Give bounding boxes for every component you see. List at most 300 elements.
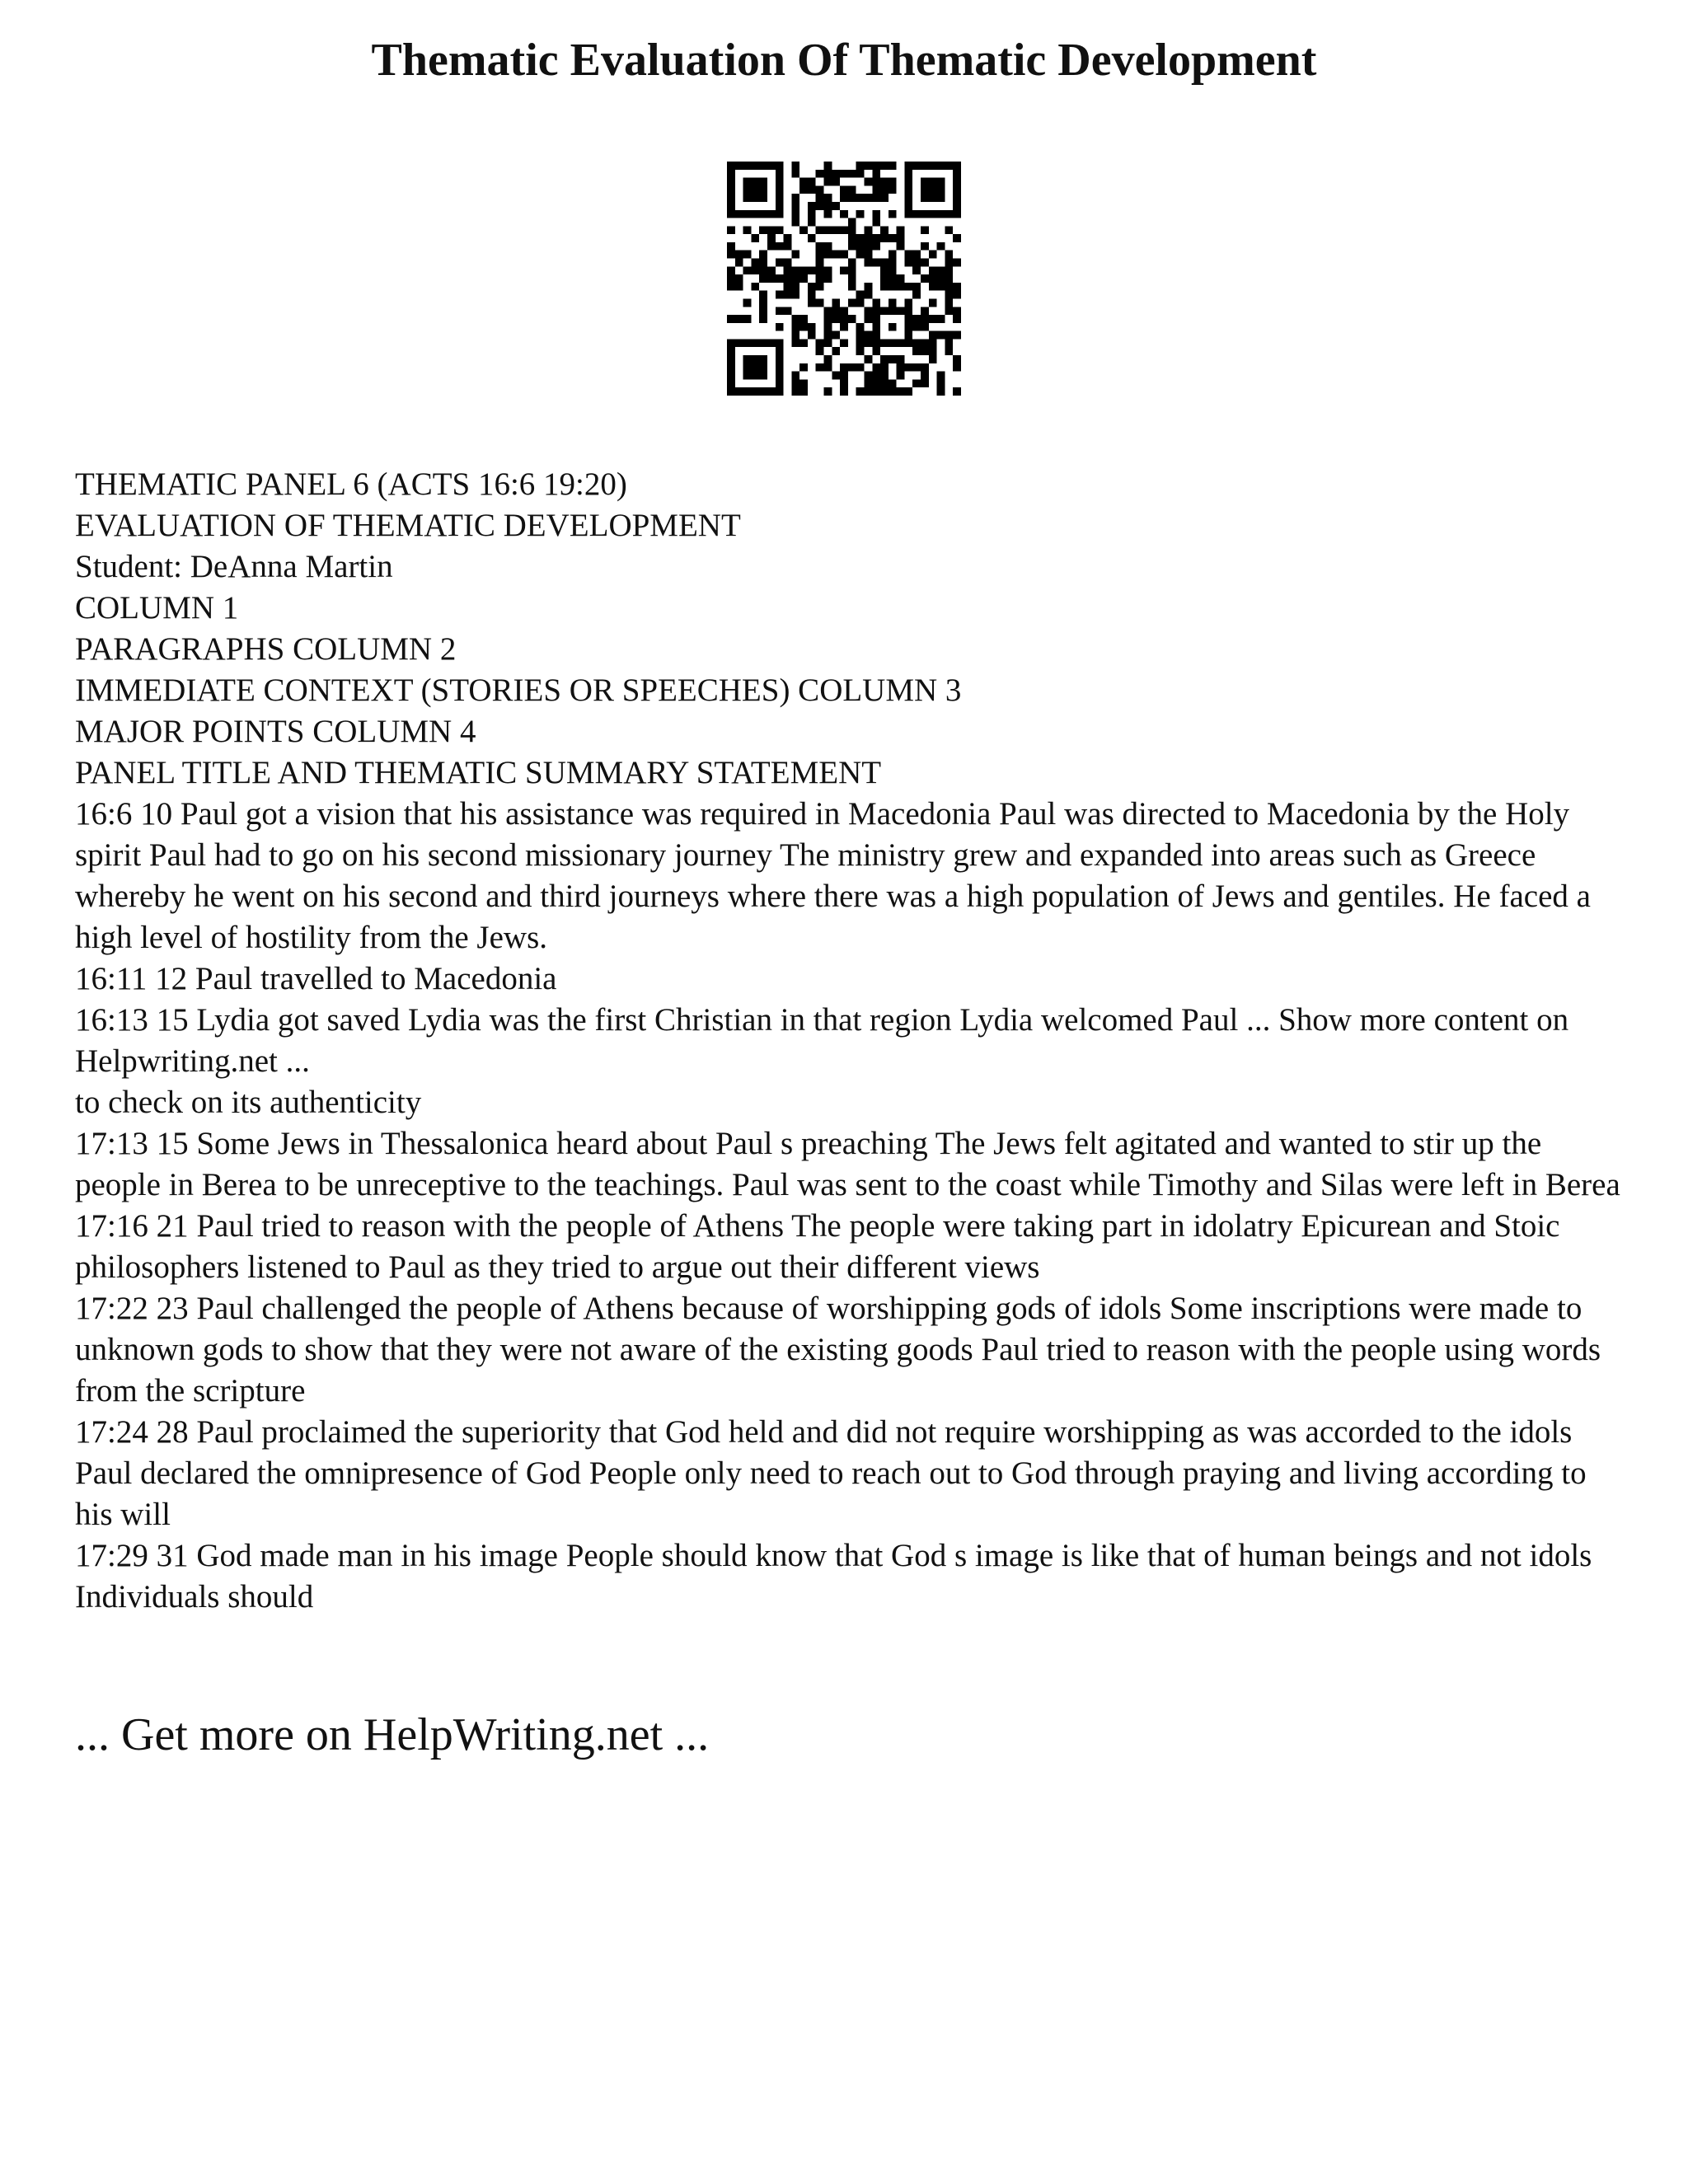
qr-module [808,234,816,242]
qr-module [872,162,880,170]
qr-module [880,283,889,291]
qr-module [856,323,865,331]
qr-module [784,259,792,267]
qr-module [945,307,953,315]
qr-module [808,283,816,291]
qr-module [904,162,912,170]
qr-module [776,379,784,387]
qr-module [880,355,889,363]
qr-module [921,307,929,315]
qr-module [856,170,865,178]
qr-module [872,323,880,331]
qr-module [921,185,929,194]
qr-module [889,283,897,291]
qr-module [832,178,840,186]
qr-module [824,331,832,340]
qr-module [912,251,921,259]
qr-module [872,363,880,372]
qr-module [759,372,767,380]
header-line: PANEL TITLE AND THEMATIC SUMMARY STATEMENT [75,755,882,790]
qr-module [808,291,816,299]
qr-module [904,251,912,259]
qr-module [945,283,953,291]
qr-module [937,331,945,340]
qr-module [799,315,808,323]
qr-module [864,194,872,202]
qr-module [776,178,784,186]
qr-module [937,178,945,186]
qr-module [840,170,848,178]
qr-module [735,339,743,347]
qr-module [824,307,832,315]
qr-module [872,372,880,380]
qr-module [727,170,735,178]
qr-module [904,323,912,331]
qr-module [864,226,872,234]
page-title: Thematic Evaluation Of Thematic Development [371,35,1317,86]
qr-module [767,274,776,283]
qr-module [776,259,784,267]
qr-module [759,274,767,283]
qr-module [953,315,961,323]
qr-module [816,274,824,283]
qr-module [889,162,897,170]
qr-module [897,339,905,347]
qr-module [751,372,759,380]
qr-module [904,387,912,396]
paragraph: 16:11 12 Paul travelled to Macedonia [75,961,557,996]
qr-module [872,331,880,340]
qr-module [912,339,921,347]
qr-module [953,259,961,267]
qr-module [897,274,905,283]
qr-module [880,363,889,372]
qr-module [864,234,872,242]
qr-module [912,363,921,372]
qr-module [776,355,784,363]
qr-module [889,307,897,315]
qr-module [840,363,848,372]
qr-module [727,339,735,347]
qr-module [776,339,784,347]
qr-module [767,234,776,242]
qr-module [937,379,945,387]
qr-module [840,379,848,387]
qr-module [848,218,856,227]
qr-module [759,162,767,170]
qr-module [864,387,872,396]
qr-module [808,178,816,186]
qr-module [816,226,824,234]
qr-module [904,202,912,210]
qr-module [904,259,912,267]
qr-module [759,194,767,202]
qr-module [824,355,832,363]
qr-module [776,363,784,372]
qr-module [937,242,945,251]
qr-module [816,363,824,372]
qr-module [727,242,735,251]
qr-module [759,178,767,186]
qr-module [799,185,808,194]
qr-module [937,372,945,380]
qr-module [816,259,824,267]
qr-module [864,178,872,186]
qr-module [856,363,865,372]
qr-module [921,372,929,380]
qr-module [791,251,799,259]
qr-module [880,162,889,170]
qr-module [751,185,759,194]
qr-module [848,259,856,267]
qr-module [848,170,856,178]
qr-module [832,226,840,234]
qr-module [953,162,961,170]
qr-module [824,266,832,274]
qr-module [840,251,848,259]
paragraph: 17:22 23 Paul challenged the people of Athens because of worshipping gods of idols Some inscriptions were made to unknown gods to show that they were not aware of the existing goods Paul tried to reason with the people using words from the scripture [75,1291,1601,1408]
qr-module [816,170,824,178]
qr-module [945,266,953,274]
qr-module [824,251,832,259]
qr-module [767,226,776,234]
qr-module [904,178,912,186]
qr-module [912,347,921,355]
qr-module [872,218,880,227]
qr-module [832,170,840,178]
qr-module [743,178,752,186]
qr-module [953,363,961,372]
qr-module [872,307,880,315]
header-line: PARAGRAPHS COLUMN 2 [75,631,457,667]
qr-module [808,298,816,307]
qr-module [743,194,752,202]
qr-module [929,266,937,274]
qr-module [791,266,799,274]
qr-module [872,234,880,242]
qr-module [904,283,912,291]
qr-module [751,234,759,242]
qr-module [743,210,752,218]
qr-module [921,242,929,251]
qr-module [880,387,889,396]
qr-module [791,194,799,202]
qr-module [864,242,872,251]
qr-module [929,355,937,363]
qr-module [929,298,937,307]
qr-module [921,323,929,331]
qr-module [904,185,912,194]
qr-module [824,226,832,234]
qr-module [945,274,953,283]
qr-module [921,274,929,283]
qr-module [759,210,767,218]
qr-module [864,283,872,291]
qr-module [912,291,921,299]
qr-module [784,234,792,242]
qr-module [864,259,872,267]
qr-module [727,178,735,186]
qr-module [856,234,865,242]
qr-module [856,162,865,170]
qr-module [912,210,921,218]
qr-module [889,210,897,218]
qr-module [848,226,856,234]
qr-module [808,331,816,340]
qr-module [791,372,799,380]
qr-module [921,226,929,234]
qr-module [856,251,865,259]
qr-module [848,315,856,323]
qr-module [784,307,792,315]
qr-module [776,210,784,218]
qr-module [953,178,961,186]
qr-module [872,387,880,396]
qr-module [727,210,735,218]
qr-module [897,363,905,372]
qr-module [743,251,752,259]
qr-module [759,291,767,299]
qr-module [864,331,872,340]
qr-module [889,387,897,396]
qr-module [889,379,897,387]
qr-module [953,307,961,315]
qr-module [816,202,824,210]
qr-module [799,323,808,331]
qr-module [840,315,848,323]
qr-module [872,315,880,323]
qr-module [929,274,937,283]
qr-module [776,194,784,202]
header-line: Student: DeAnna Martin [75,549,393,584]
qr-module [808,210,816,218]
qr-module [759,307,767,315]
qr-module [921,210,929,218]
qr-module [743,298,752,307]
qr-module [889,234,897,242]
qr-module [912,266,921,274]
qr-module [791,274,799,283]
qr-module [897,226,905,234]
qr-module [864,291,872,299]
qr-module [912,162,921,170]
qr-module [880,307,889,315]
qr-module [929,185,937,194]
qr-module [743,372,752,380]
qr-module [872,259,880,267]
qr-module [929,339,937,347]
qr-module [776,185,784,194]
qr-module [799,178,808,186]
qr-module [897,355,905,363]
qr-module [912,283,921,291]
qr-module [929,283,937,291]
get-more-link[interactable]: ... Get more on HelpWriting.net ... [75,1709,710,1760]
qr-module [808,323,816,331]
qr-module [767,162,776,170]
qr-module [872,242,880,251]
qr-module [945,298,953,307]
qr-module [808,202,816,210]
qr-module [864,251,872,259]
qr-module [735,251,743,259]
qr-module [727,315,735,323]
qr-module [767,210,776,218]
qr-module [799,266,808,274]
qr-module [759,363,767,372]
qr-module [776,162,784,170]
qr-module [816,339,824,347]
qr-module [864,162,872,170]
qr-module [776,274,784,283]
qr-module [759,315,767,323]
qr-module [832,315,840,323]
qr-module [937,162,945,170]
qr-module [840,266,848,274]
qr-module [751,194,759,202]
qr-module [808,266,816,274]
qr-module [880,379,889,387]
qr-module [727,379,735,387]
paragraph: to check on its authenticity [75,1085,422,1120]
qr-module [856,242,865,251]
qr-module [929,162,937,170]
header-line: IMMEDIATE CONTEXT (STORIES OR SPEECHES) COLUMN 3 [75,673,962,708]
qr-module [824,162,832,170]
qr-module [735,210,743,218]
qr-module [791,210,799,218]
qr-module [912,259,921,267]
qr-module [824,170,832,178]
qr-module [767,387,776,396]
qr-module [759,259,767,267]
qr-module [880,372,889,380]
qr-module [791,291,799,299]
qr-module [856,210,865,218]
qr-module [945,291,953,299]
qr-module [953,355,961,363]
qr-module [743,226,752,234]
qr-module [921,379,929,387]
qr-module [840,194,848,202]
qr-module [751,259,759,267]
header-line: MAJOR POINTS COLUMN 4 [75,714,476,749]
qr-module [880,194,889,202]
qr-module [816,251,824,259]
qr-module [840,226,848,234]
qr-module [904,331,912,340]
qr-module [727,251,735,259]
qr-module [880,226,889,234]
qr-module [735,387,743,396]
qr-module [776,323,784,331]
qr-module [848,234,856,242]
qr-module [856,347,865,355]
qr-module [904,307,912,315]
qr-module [912,379,921,387]
qr-module [824,178,832,186]
qr-module [776,242,784,251]
qr-module [937,266,945,274]
qr-module [799,339,808,347]
qr-module [751,266,759,274]
qr-module [840,307,848,315]
qr-module [735,274,743,283]
qr-module [856,291,865,299]
header-line: COLUMN 1 [75,590,239,626]
qr-module [921,339,929,347]
qr-module [921,315,929,323]
qr-module [784,274,792,283]
qr-module [816,185,824,194]
qr-module [776,202,784,210]
qr-module [921,162,929,170]
qr-module [791,387,799,396]
qr-module [751,355,759,363]
qr-module [816,194,824,202]
qr-module [945,162,953,170]
qr-module [776,372,784,380]
qr-module [872,347,880,355]
qr-module [727,226,735,234]
qr-module [945,331,953,340]
qr-module [945,226,953,234]
qr-module [840,185,848,194]
qr-module [889,355,897,363]
qr-module [848,194,856,202]
qr-module [751,363,759,372]
qr-module [848,274,856,283]
qr-module [904,363,912,372]
qr-module [784,266,792,274]
qr-module [808,218,816,227]
qr-module [791,170,799,178]
qr-module [824,323,832,331]
qr-module [880,234,889,242]
qr-module [945,251,953,259]
qr-module [816,242,824,251]
qr-module [921,194,929,202]
qr-module [832,251,840,259]
qr-module [945,339,953,347]
qr-module [727,355,735,363]
qr-module [897,387,905,396]
qr-module [776,347,784,355]
qr-module [880,178,889,186]
qr-module [864,372,872,380]
qr-module [937,315,945,323]
qr-module [751,162,759,170]
qr-module [727,274,735,283]
qr-module [889,274,897,283]
qr-module [937,185,945,194]
qr-module [921,259,929,267]
qr-module [872,194,880,202]
qr-module [743,162,752,170]
qr-module [751,210,759,218]
qr-module [872,298,880,307]
qr-module [848,242,856,251]
qr-module [743,355,752,363]
qr-module [929,315,937,323]
qr-module [832,347,840,355]
qr-module [897,372,905,380]
qr-module [767,242,776,251]
qr-module [897,307,905,315]
qr-module [727,387,735,396]
qr-module [953,283,961,291]
qr-module [937,283,945,291]
